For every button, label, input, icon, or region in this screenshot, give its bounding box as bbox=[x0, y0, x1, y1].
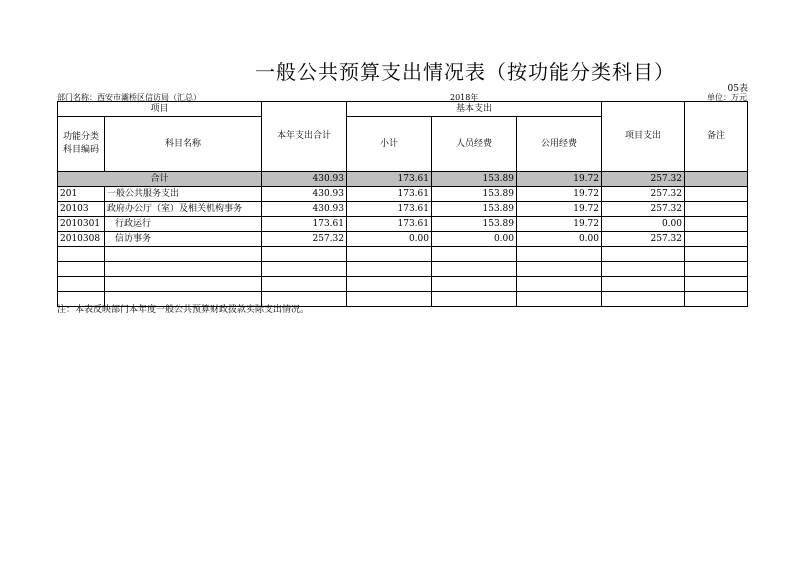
row-code: 2010301 bbox=[58, 217, 105, 232]
row-remarks bbox=[685, 187, 748, 202]
header-public: 公用经费 bbox=[517, 117, 602, 172]
row-project: 257.32 bbox=[602, 232, 685, 247]
header-remarks: 备注 bbox=[685, 102, 748, 172]
total-subtotal: 173.61 bbox=[347, 172, 432, 187]
total-total: 430.93 bbox=[262, 172, 347, 187]
row-subtotal: 173.61 bbox=[347, 217, 432, 232]
total-personnel: 153.89 bbox=[432, 172, 517, 187]
row-name: 一般公共服务支出 bbox=[105, 187, 262, 202]
row-public: 0.00 bbox=[517, 232, 602, 247]
row-remarks bbox=[685, 202, 748, 217]
row-personnel: 153.89 bbox=[432, 202, 517, 217]
row-public: 19.72 bbox=[517, 217, 602, 232]
total-row bbox=[58, 172, 748, 187]
row-name: 政府办公厅（室）及相关机构事务 bbox=[105, 202, 262, 217]
row-project: 0.00 bbox=[602, 217, 685, 232]
row-code: 201 bbox=[58, 187, 105, 202]
row-subtotal: 173.61 bbox=[347, 202, 432, 217]
row-subtotal: 0.00 bbox=[347, 232, 432, 247]
header-project: 项目支出 bbox=[602, 102, 685, 172]
report-title: 一般公共预算支出情况表（按功能分类科目） bbox=[255, 60, 675, 84]
row-personnel: 153.89 bbox=[432, 187, 517, 202]
table-row bbox=[58, 232, 748, 247]
unit-label: 单位：万元 bbox=[707, 93, 747, 102]
row-code: 20103 bbox=[58, 202, 105, 217]
row-total: 173.61 bbox=[262, 217, 347, 232]
row-remarks bbox=[685, 232, 748, 247]
form-number: 05表 bbox=[727, 84, 748, 94]
header-total: 本年支出合计 bbox=[262, 102, 347, 172]
row-subtotal: 173.61 bbox=[347, 187, 432, 202]
total-project: 257.32 bbox=[602, 172, 685, 187]
table-row bbox=[58, 187, 748, 202]
header-personnel: 人员经费 bbox=[432, 117, 517, 172]
header-name: 科目名称 bbox=[105, 117, 262, 172]
department-name: 部门名称：西安市灞桥区信访局（汇总） bbox=[57, 93, 201, 102]
empty-row bbox=[58, 247, 748, 262]
row-project: 257.32 bbox=[602, 202, 685, 217]
total-label: 合计 bbox=[58, 172, 262, 187]
row-public: 19.72 bbox=[517, 202, 602, 217]
header-item: 项目 bbox=[58, 102, 262, 117]
expenditure-table bbox=[57, 101, 748, 307]
header-subtotal: 小计 bbox=[347, 117, 432, 172]
row-personnel: 0.00 bbox=[432, 232, 517, 247]
table-row bbox=[58, 202, 748, 217]
row-name: 信访事务 bbox=[105, 232, 262, 247]
footnote: 注：本表反映部门本年度一般公共预算财政拨款实际支出情况。 bbox=[57, 305, 310, 315]
row-total: 257.32 bbox=[262, 232, 347, 247]
empty-row bbox=[58, 262, 748, 277]
table-row bbox=[58, 217, 748, 232]
header-code: 功能分类 科目编码 bbox=[58, 117, 105, 172]
row-total: 430.93 bbox=[262, 202, 347, 217]
total-remarks bbox=[685, 172, 748, 187]
empty-row bbox=[58, 277, 748, 292]
row-public: 19.72 bbox=[517, 187, 602, 202]
row-project: 257.32 bbox=[602, 187, 685, 202]
row-remarks bbox=[685, 217, 748, 232]
row-total: 430.93 bbox=[262, 187, 347, 202]
header-basic: 基本支出 bbox=[347, 102, 602, 117]
report-year: 2018年 bbox=[450, 93, 479, 102]
total-public: 19.72 bbox=[517, 172, 602, 187]
row-name: 行政运行 bbox=[105, 217, 262, 232]
row-personnel: 153.89 bbox=[432, 217, 517, 232]
row-code: 2010308 bbox=[58, 232, 105, 247]
